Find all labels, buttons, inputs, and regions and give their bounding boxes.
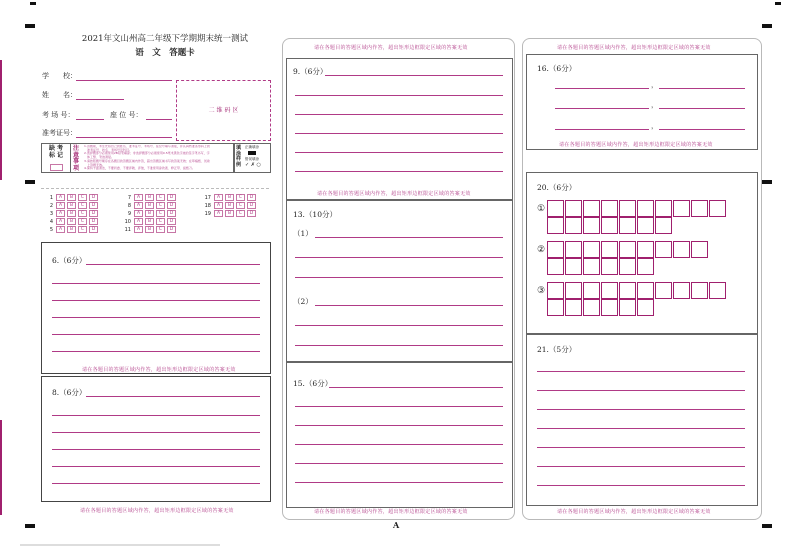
grid-cell[interactable] [601,258,618,275]
grid-cell[interactable] [565,241,582,258]
edge-bar [0,420,2,515]
mc-row[interactable]: 2 A B C D [43,202,100,209]
mc-row[interactable]: 10 A B C D [121,218,178,225]
grid-cell[interactable] [583,258,600,275]
answer-line[interactable] [295,152,503,153]
admission-field[interactable] [76,137,172,138]
q15-label: 15.（6分） [293,379,333,388]
grid-cell[interactable] [637,200,654,217]
q8-box [41,376,271,502]
room-field[interactable] [76,119,104,120]
grid-cell[interactable] [601,217,618,234]
name-label: 姓 名： [42,91,77,99]
correct-fill-label: 正确填涂 [245,145,259,149]
grid-cell[interactable] [547,299,564,316]
grid-cell[interactable] [601,241,618,258]
grid-cell[interactable] [655,217,672,234]
seat-label: 座 位 号： [110,111,143,119]
answer-line[interactable] [52,351,260,352]
grid-cell[interactable] [655,200,672,217]
answer-line[interactable] [295,133,503,134]
answer-line[interactable] [555,129,649,130]
bottom-edge [20,544,220,546]
grid-cell[interactable] [709,200,726,217]
wrong-fill-samples: ✓ ✗ ○ [245,162,261,168]
absent-label: 缺 考 标 记 [48,145,64,159]
answer-line[interactable] [295,257,503,258]
answer-line[interactable] [52,334,260,335]
footer-note: 请在各题目的答题区域内作答，超出矩形边框限定区域的答案无效 [80,508,234,514]
footer-note: 请在各题目的答题区域内作答，超出矩形边框限定区域的答案无效 [82,367,236,373]
grid-cell[interactable] [691,200,708,217]
header-note: 请在各题目的答题区域内作答，超出矩形边框限定区域的答案无效 [557,45,711,51]
fill-example-title: 填涂样例 [236,145,242,168]
q20-box [526,172,758,334]
mc-grid [41,192,269,232]
answer-line[interactable] [555,88,649,89]
grid-cell[interactable] [637,282,654,299]
q8-label: 8.（6分） [52,388,87,397]
q13-label: 13.（10分） [293,210,337,219]
grid-cell[interactable] [619,282,636,299]
grid-cell[interactable] [565,217,582,234]
answer-line[interactable] [52,283,260,284]
timing-mark [775,2,781,5]
answer-line[interactable] [295,95,503,96]
answer-line[interactable] [537,409,745,410]
answer-line[interactable] [315,237,503,238]
answer-line[interactable] [295,406,503,407]
grid-cell[interactable] [673,241,690,258]
grid-cell[interactable] [619,299,636,316]
mc-row[interactable]: 1 A B C D [43,194,100,201]
grid-cell[interactable] [565,299,582,316]
edge-bar [0,60,2,180]
answer-line[interactable] [295,425,503,426]
school-field[interactable] [76,80,172,81]
room-label: 考 场 号： [42,111,75,119]
mc-row[interactable]: 11 A B C D [121,226,178,233]
answer-line[interactable] [52,466,260,467]
answer-line[interactable] [295,114,503,115]
grid-cell[interactable] [565,282,582,299]
footer-note: 请在各题目的答题区域内作答，超出矩形边框限定区域的答案无效 [559,142,713,148]
footer-note: 请在各题目的答题区域内作答，超出矩形边框限定区域的答案无效 [557,509,711,515]
grid-cell[interactable] [637,241,654,258]
q16-label: 16.（6分） [537,64,577,73]
grid-cell[interactable] [637,299,654,316]
answer-line[interactable] [295,325,503,326]
answer-line[interactable] [537,428,745,429]
grid-cell[interactable] [673,282,690,299]
answer-line[interactable] [315,305,503,306]
answer-line[interactable] [295,482,503,483]
grid-cell[interactable] [601,282,618,299]
answer-line[interactable] [52,300,260,301]
answer-line[interactable] [86,264,260,265]
timing-mark [762,524,772,528]
mc-row[interactable]: 7 A B C D [121,194,178,201]
admission-label: 准考证号： [42,129,77,137]
answer-line[interactable] [52,415,260,416]
q21-box [526,334,758,506]
answer-line[interactable] [295,444,503,445]
q20-mark-1: ① [537,204,546,214]
grid-cell[interactable] [583,241,600,258]
mc-row[interactable]: 5 A B C D [43,226,100,233]
grid-cell[interactable] [655,241,672,258]
grid-cell[interactable] [565,200,582,217]
grid-cell[interactable] [673,200,690,217]
grid-cell[interactable] [619,241,636,258]
fill-example-box [233,143,271,173]
grid-cell[interactable] [691,282,708,299]
answer-line[interactable] [659,129,745,130]
grid-cell[interactable] [547,241,564,258]
grid-cell[interactable] [547,258,564,275]
notes-text: 1.答题前，考生先将自己的姓名、准考证号、考场号、座位号填写清楚，并认真核准条形码上的 准考证号、姓名、考场号及科目。 2.选择题部分必须使用2B铅笔填涂；非选择题部分必须使用0.5毫米黑色字迹的签字笔书写，字 体工整、笔迹清楚。 3.请按照题号顺序在各题目的答题区域内作答，超出答题区域书写的答案无效；在草稿纸、试卷 上答题无效。 4.保持卡面清洁，不要折叠、不要弄破、弄皱，不准使用涂改液、修正带、刮纸刀。 [84,145,210,171]
answer-line[interactable] [295,463,503,464]
answer-line[interactable] [52,317,260,318]
wrong-fill-label: 错误填涂 [245,157,259,161]
answer-line[interactable] [52,449,260,450]
answer-line[interactable] [295,277,503,278]
answer-line[interactable] [295,171,503,172]
answer-line[interactable] [537,447,745,448]
q6-box [41,242,271,374]
footer-note: 请在各题目的答题区域内作答，超出矩形边框限定区域的答案无效 [317,191,471,197]
grid-cell[interactable] [601,200,618,217]
answer-line[interactable] [52,483,260,484]
notes-title: 注意事项 [73,145,80,172]
q9-box [286,58,513,200]
timing-mark [25,180,35,184]
answer-line[interactable] [86,396,260,397]
q9-label: 9.（6分） [293,67,328,76]
comma: ， [651,81,658,89]
answer-line[interactable] [537,390,745,391]
grid-cell[interactable] [637,217,654,234]
mc-row[interactable]: 4 A B C D [43,218,100,225]
timing-mark [762,180,772,184]
grid-cell[interactable] [583,200,600,217]
timing-mark [762,24,772,28]
q16-box [526,54,758,150]
answer-line[interactable] [659,88,745,89]
grid-cell[interactable] [547,200,564,217]
mc-row[interactable]: 9 A B C D [121,210,178,217]
answer-line[interactable] [537,466,745,467]
timing-mark [25,524,35,528]
grid-cell[interactable] [583,217,600,234]
grid-cell[interactable] [583,299,600,316]
q20-mark-3: ③ [537,286,546,296]
q6-label: 6.（6分） [52,256,87,265]
answer-line[interactable] [325,75,503,76]
barcode-area [176,80,271,141]
answer-line[interactable] [537,485,745,486]
grid-cell[interactable] [691,241,708,258]
q20-mark-2: ② [537,245,546,255]
q21-label: 21.（5分） [537,345,577,354]
answer-line[interactable] [329,387,503,388]
mc-row[interactable]: 17 A B C D [201,194,258,201]
barcode-label: 二 维 码 区 [208,107,239,114]
grid-cell[interactable] [547,217,564,234]
correct-fill-sample [248,151,256,155]
school-label: 学 校： [42,72,77,80]
divider [41,188,269,189]
q13-box [286,200,513,362]
q15-box [286,362,513,508]
mc-row[interactable]: 3 A B C D [43,210,100,217]
notes-box [70,143,235,173]
mc-row[interactable]: 18 A B C D [201,202,258,209]
answer-line[interactable] [537,371,745,372]
grid-cell[interactable] [655,282,672,299]
absent-checkbox[interactable] [50,164,63,171]
grid-cell[interactable] [601,299,618,316]
comma: ， [651,122,658,130]
comma: ， [651,101,658,109]
grid-cell[interactable] [619,217,636,234]
grid-cell[interactable] [619,258,636,275]
timing-mark [30,2,36,5]
grid-cell[interactable] [709,282,726,299]
q13-part2-label: （2） [293,297,313,306]
name-field[interactable] [76,99,124,100]
mc-row[interactable]: 8 A B C D [121,202,178,209]
grid-cell[interactable] [619,200,636,217]
grid-cell[interactable] [547,282,564,299]
answer-line[interactable] [52,432,260,433]
answer-line[interactable] [555,108,649,109]
grid-cell[interactable] [583,282,600,299]
footer-note: 请在各题目的答题区域内作答，超出矩形边框限定区域的答案无效 [314,509,468,515]
q13-part1-label: （1） [293,229,313,238]
answer-line[interactable] [659,108,745,109]
exam-title: 2021年文山州高二年级下学期期末统一测试 [81,34,249,44]
mc-row[interactable]: 19 A B C D [201,210,258,217]
grid-cell[interactable] [565,258,582,275]
page-letter: A [393,520,400,530]
card-title: 语 文 答题卡 [135,48,195,58]
answer-line[interactable] [295,345,503,346]
q20-label: 20.（6分） [537,183,577,192]
timing-mark [25,24,35,28]
header-note: 请在各题目的答题区域内作答，超出矩形边框限定区域的答案无效 [314,45,468,51]
seat-field[interactable] [146,119,172,120]
absent-box [41,143,71,173]
grid-cell[interactable] [637,258,654,275]
